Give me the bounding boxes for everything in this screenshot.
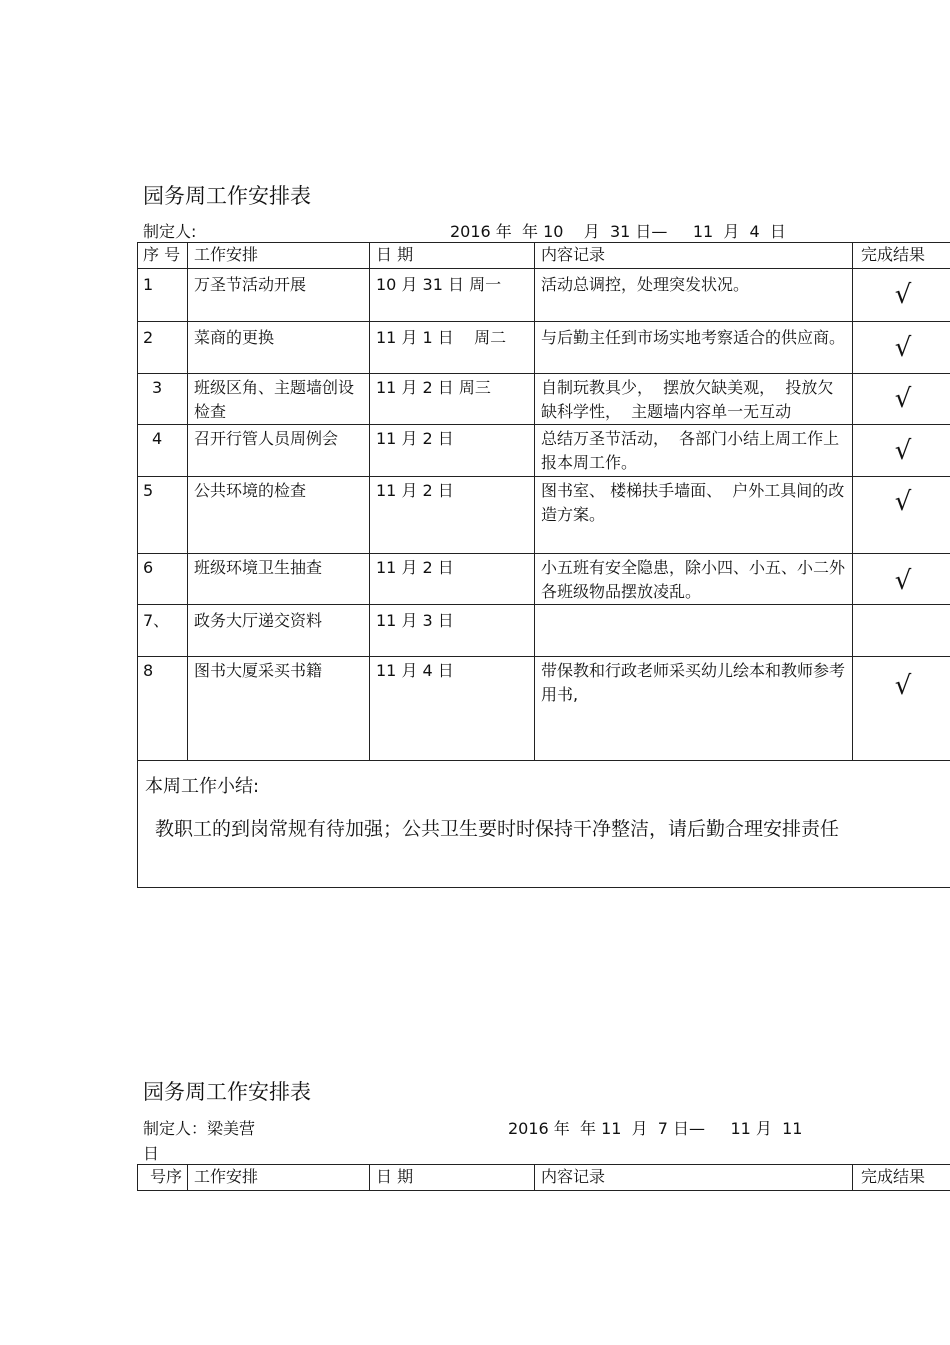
row-result-checkmark: √: [853, 269, 950, 322]
row-task: 万圣节活动开展: [188, 269, 370, 322]
row-date: 11 月 1 日 周二: [370, 322, 535, 374]
table-row: [138, 322, 950, 374]
header-content: 内容记录: [535, 243, 853, 269]
table-header-row: [138, 1165, 950, 1191]
row-result-checkmark: √: [853, 322, 950, 374]
row-date: 10 月 31 日 周一: [370, 269, 535, 322]
table-row: [138, 269, 950, 322]
summary-text: 教职工的到岗常规有待加强；公共卫生要时时保持干净整洁，请后勤合理安排责任: [155, 818, 840, 840]
row-result-checkmark: √: [853, 425, 950, 477]
header-no: 号序: [138, 1165, 188, 1191]
row-task: 公共环境的检查: [188, 477, 370, 554]
sheet2-date-range: 2016 年 年 11 月 7 日— 11 月 11: [508, 1119, 803, 1138]
table-row: [138, 657, 950, 761]
header-task: 工作安排: [188, 1165, 370, 1191]
row-no: 8: [138, 657, 188, 761]
row-task: 政务大厅递交资料: [188, 605, 370, 657]
row-date: 11 月 2 日 周三: [370, 374, 535, 425]
row-date: 11 月 2 日: [370, 477, 535, 554]
row-date: 11 月 4 日: [370, 657, 535, 761]
table-row: [138, 374, 950, 425]
summary-cell: [138, 761, 950, 888]
row-no: 3: [138, 374, 188, 425]
row-task: 班级区角、主题墙创设检查: [188, 374, 370, 425]
row-no: 4: [138, 425, 188, 477]
row-content: [535, 605, 853, 657]
sheet1-maker-label: 制定人:: [143, 222, 197, 241]
row-task: 班级环境卫生抽查: [188, 554, 370, 605]
row-content: 自制玩教具少， 摆放欠缺美观， 投放欠缺科学性， 主题墙内容单一无互动: [535, 374, 853, 425]
table-row: [138, 554, 950, 605]
header-result: 完成结果: [853, 243, 950, 269]
row-result-checkmark: √: [853, 554, 950, 605]
table-row: [138, 477, 950, 554]
row-task: 图书大厦采买书籍: [188, 657, 370, 761]
sheet1-schedule-table: [137, 242, 950, 888]
row-no: 2: [138, 322, 188, 374]
sheet1-date-range: 2016 年 年 10 月 31 日— 11 月 4 日: [450, 222, 786, 241]
summary-label: 本周工作小结:: [145, 776, 260, 797]
table-row: [138, 425, 950, 477]
row-content: 小五班有安全隐患，除小四、小五、小二外各班级物品摆放凌乱。: [535, 554, 853, 605]
row-result-checkmark: [853, 605, 950, 657]
row-result-checkmark: √: [853, 477, 950, 554]
sheet1-title: 园务周工作安排表: [143, 184, 311, 208]
row-content: 与后勤主任到市场实地考察适合的供应商。: [535, 322, 853, 374]
row-content: 总结万圣节活动， 各部门小结上周工作上报本周工作。: [535, 425, 853, 477]
summary-row: [138, 761, 950, 888]
row-date: 11 月 2 日: [370, 554, 535, 605]
sheet2-maker-label: 制定人：梁美营: [143, 1119, 256, 1138]
row-content: 图书室、 楼梯扶手墙面、 户外工具间的改造方案。: [535, 477, 853, 554]
row-task: 菜商的更换: [188, 322, 370, 374]
row-no: 5: [138, 477, 188, 554]
header-content: 内容记录: [535, 1165, 853, 1191]
header-no: 序 号: [138, 243, 188, 269]
sheet2-title: 园务周工作安排表: [143, 1080, 311, 1104]
row-task: 召开行管人员周例会: [188, 425, 370, 477]
header-task: 工作安排: [188, 243, 370, 269]
row-date: 11 月 2 日: [370, 425, 535, 477]
row-date: 11 月 3 日: [370, 605, 535, 657]
row-content: 活动总调控，处理突发状况。: [535, 269, 853, 322]
row-result-checkmark: √: [853, 374, 950, 425]
header-result: 完成结果: [853, 1165, 950, 1191]
row-no: 7、: [138, 605, 188, 657]
row-no: 1: [138, 269, 188, 322]
row-content: 带保教和行政老师采买幼儿绘本和教师参考用书,: [535, 657, 853, 761]
header-date: 日 期: [370, 1165, 535, 1191]
table-header-row: [138, 243, 950, 269]
row-no: 6: [138, 554, 188, 605]
table-row: [138, 605, 950, 657]
header-date: 日 期: [370, 243, 535, 269]
sheet2-date-range-tail: 日: [143, 1144, 160, 1163]
sheet2-schedule-table: [137, 1164, 950, 1191]
row-result-checkmark: √: [853, 657, 950, 761]
